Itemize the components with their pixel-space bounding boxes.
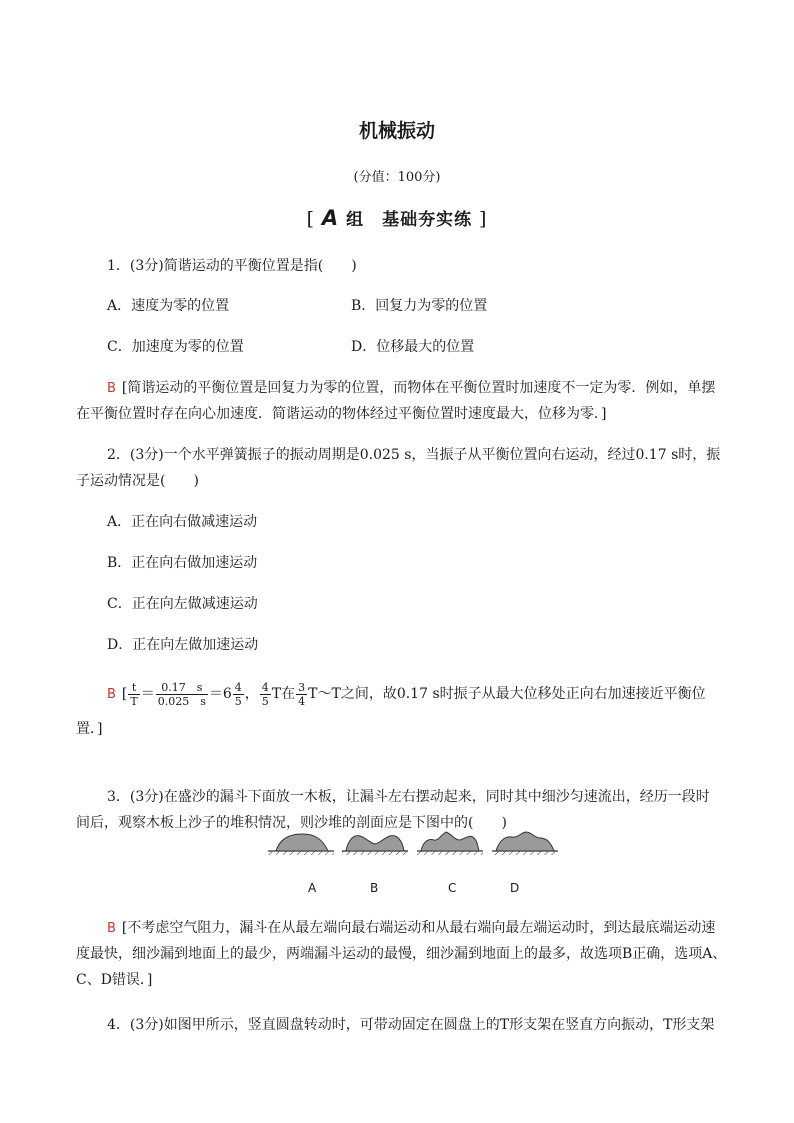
q3-explanation-line-3: C、D错误．] bbox=[76, 972, 153, 988]
q2-stem-line-2: 子运动情况是( ) bbox=[76, 473, 199, 489]
q2-fraction-time-ratio bbox=[156, 681, 208, 708]
q2-explanation-line-2: 置．] bbox=[76, 721, 103, 737]
section-heading bbox=[0, 205, 794, 230]
q2-frac1-den: T bbox=[130, 694, 138, 708]
q2-option-c: C．正在向左做减速运动 bbox=[107, 596, 258, 612]
q3-explanation-line-2: 度最快，细沙漏到地面上的最少，两端漏斗运动的最慢，细沙漏到地面上的最多，故选项B正确，选项A、 bbox=[76, 946, 727, 962]
sand-pile-a bbox=[268, 834, 334, 855]
q1-stem: 1．(3分)简谐运动的平衡位置是指( ) bbox=[107, 258, 357, 274]
q2-frac5-den: 4 bbox=[298, 694, 306, 708]
q2-fraction-t-over-T bbox=[128, 681, 139, 708]
q1-option-row-2 bbox=[107, 336, 719, 358]
q1-option-row-1 bbox=[107, 295, 719, 317]
bracket-open: [ bbox=[306, 208, 315, 230]
q1-explanation-line-2: 在平衡位置时存在向心加速度．简谐运动的物体经过平衡位置时速度最大，位移为零．] bbox=[76, 406, 607, 422]
q2-frac4-num: 4 bbox=[261, 680, 269, 694]
q2-comma: ， bbox=[244, 686, 259, 702]
q2-explain-tail: T～T之间，故0.17 s时振子从最大位移处正向右加速接近平衡位 bbox=[308, 686, 706, 702]
q2-t-at: T在 bbox=[271, 686, 296, 702]
q2-stem-line-1: 2．(3分)一个水平弹簧振子的振动周期是0.025 s，当振子从平衡位置向右运动，经过0.17 s时，振 bbox=[107, 447, 721, 463]
q1-option-c: C．加速度为零的位置 bbox=[107, 339, 244, 355]
sand-pile-d bbox=[492, 832, 558, 855]
q3-stem-line-2: 间后，观察木板上沙子的堆积情况，则沙堆的剖面应是下图中的( ) bbox=[76, 815, 507, 831]
q2-frac2-num: 0.17 s bbox=[156, 681, 208, 695]
q2-option-d: D．正在向左做加速运动 bbox=[107, 637, 259, 653]
q2-bracket-open: [ bbox=[121, 686, 128, 702]
q3-explain-text: [不考虑空气阻力，漏斗在从最左端向最右端运动和从最右端向最左端运动时，到达最底端运动速 bbox=[121, 920, 716, 936]
q1-explanation-line-1 bbox=[107, 377, 719, 400]
q1-option-b: B．回复力为零的位置 bbox=[351, 298, 488, 314]
score-note: (分值：100分) bbox=[353, 170, 441, 185]
figure-label-a: A bbox=[308, 881, 317, 895]
q3-stem-line-1: 3．(3分)在盛沙的漏斗下面放一木板，让漏斗左右摆动起来，同时其中细沙匀速流出，经历一段时 bbox=[107, 789, 710, 805]
page-title: 机械振动 bbox=[358, 120, 435, 142]
q1-option-a: A．速度为零的位置 bbox=[107, 298, 230, 314]
q2-explanation-line-1 bbox=[107, 680, 719, 709]
q1-option-d: D．位移最大的位置 bbox=[351, 339, 475, 355]
q2-answer: B bbox=[107, 687, 116, 702]
q2-fraction-four-fifths bbox=[233, 681, 244, 708]
q2-frac5-num: 3 bbox=[298, 680, 306, 694]
sand-pile-b bbox=[342, 836, 408, 855]
sand-pile-figure bbox=[262, 826, 562, 866]
q1-explain-text: [简谐运动的平衡位置是回复力为零的位置，而物体在平衡位置时加速度不一定为零．例如，单摆 bbox=[121, 380, 716, 396]
sand-pile-c bbox=[417, 832, 483, 855]
figure-label-c: C bbox=[448, 881, 457, 895]
q2-frac4-den: 5 bbox=[261, 694, 269, 708]
q2-equals-1: ＝ bbox=[140, 686, 155, 702]
q3-explanation-line-1 bbox=[107, 917, 719, 940]
q2-option-a: A．正在向右做减速运动 bbox=[107, 514, 258, 530]
q2-option-b: B．正在向右做加速运动 bbox=[107, 555, 258, 571]
figure-label-b: B bbox=[370, 881, 379, 895]
group-letter: A bbox=[321, 206, 340, 230]
q1-answer: B bbox=[107, 381, 116, 396]
group-label: 组 基础夯实练 bbox=[346, 210, 473, 230]
q4-stem-line-1: 4．(3分)如图甲所示，竖直圆盘转动时，可带动固定在圆盘上的T形支架在竖直方向振动，T形支架 bbox=[107, 1017, 715, 1033]
q2-frac3-num: 4 bbox=[234, 680, 242, 694]
q2-fraction-four-fifths-2 bbox=[260, 681, 271, 708]
bracket-close: ] bbox=[479, 208, 488, 230]
q2-equals-2: ＝6 bbox=[208, 686, 232, 702]
figure-label-d: D bbox=[510, 881, 520, 895]
q2-frac1-num: t bbox=[128, 681, 139, 695]
q2-frac3-den: 5 bbox=[234, 694, 242, 708]
q2-frac2-den: 0.025 s bbox=[157, 694, 206, 708]
q2-fraction-three-quarters bbox=[296, 681, 307, 708]
q3-answer: B bbox=[107, 921, 116, 936]
